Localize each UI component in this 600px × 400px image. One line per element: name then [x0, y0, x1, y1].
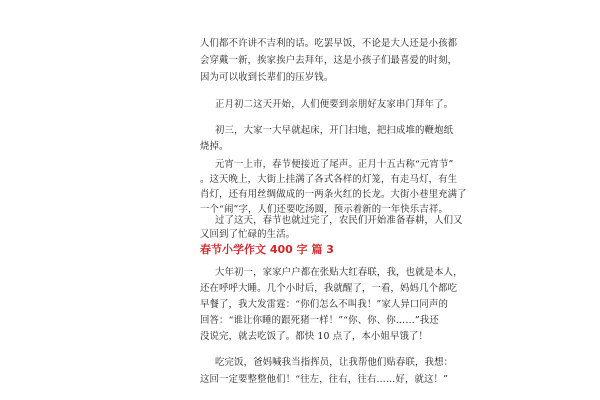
paragraph-line: 因为可以收到长辈们的压岁钱。 [200, 72, 334, 83]
paragraph-line: 大年初一，家家户户都在张贴大红春联，我，也就是本人， [215, 267, 463, 278]
paragraph-line: 。这天晚上，大街上挂满了各式各样的灯笼，有走马灯，有生 [200, 174, 458, 185]
paragraph-line: 又回到了忙碌的生活。 [200, 229, 296, 240]
paragraph-line: 还在呼呼大睡。几个小时后，我就醒了，一看，妈妈几个都吃 [200, 283, 458, 294]
paragraph-line: 吃完饭，爸妈喊我当指挥员，让我帮他们贴春联，我想： [215, 357, 454, 368]
paragraph-line: 这回一定要整整他们！“往左，往右，往右……好，就这！” [200, 374, 449, 385]
paragraph-line: 一个“闹”字，人们还要吃汤圆，预示着新的一年快乐吉祥。 [200, 204, 449, 215]
paragraph-line: 烧掉。 [200, 141, 229, 152]
paragraph-line: 元宵一上市，春节便接近了尾声。正月十五古称“元宵节” [215, 159, 454, 170]
paragraph-line: 回答：“谁让你睡的跟死猪一样！”“你、你、你……”我还 [200, 315, 439, 326]
paragraph-line: 早餐了，我大发雷霆：“你们怎么不叫我！”家人异口同声的 [200, 299, 449, 310]
paragraph-line: 肖灯，还有用丝绸做成的一两条火红的长龙。大街小巷里充满了 [200, 189, 467, 200]
paragraph-line: 没说完，就去吃饭了。都快 10 点了，本小姐早饿了！ [200, 331, 429, 342]
paragraph-line: 人们都不许讲不吉利的话。吃罢早饭，不论是大人还是小孩都 [200, 38, 458, 49]
paragraph-line: 正月初二这天开始，人们便要到亲朋好友家串门拜年了。 [215, 99, 454, 110]
paragraph-line: 过了这天，春节也就过完了，农民们开始准备春耕，人们又 [215, 215, 463, 226]
paragraph-line: 初三，大家一大早就起床，开门扫地，把扫成堆的鞭炮纸 [215, 125, 454, 136]
paragraph-line: 会穿戴一新，挨家挨户去拜年，这是小孩子们最喜爱的时刻， [200, 55, 458, 66]
section-heading: 春节小学作文 400 字 篇 3 [200, 243, 334, 256]
